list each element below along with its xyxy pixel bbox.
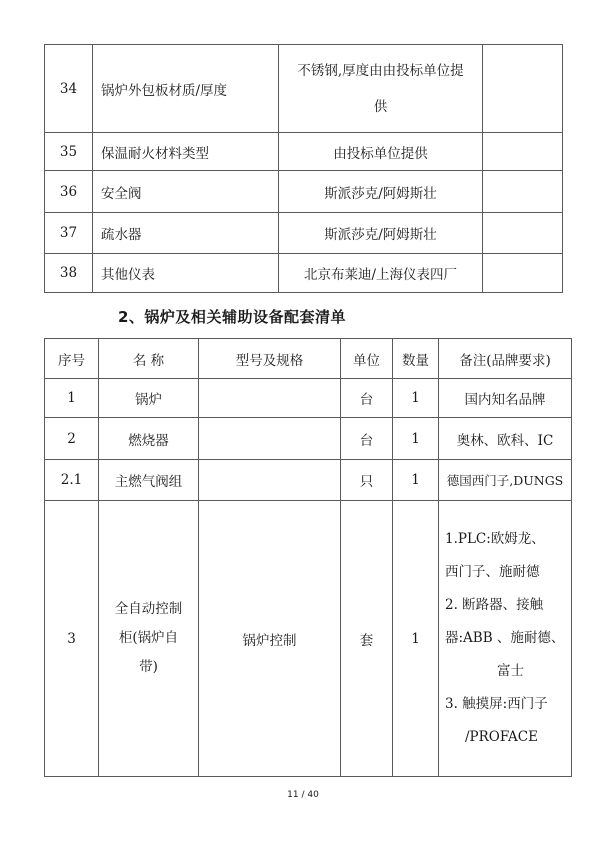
equipment-qty: 1 [393, 379, 439, 418]
equipment-name [99, 501, 199, 777]
equipment-unit: 台 [341, 418, 393, 460]
row-number: 36 [45, 171, 93, 213]
table-row [45, 171, 563, 213]
equipment-qty: 1 [393, 418, 439, 460]
column-header: 单位 [341, 339, 393, 379]
upper-spec-table [44, 44, 563, 293]
row-number: 3 [45, 501, 99, 777]
note-line: 2. 断路器、接触 [445, 597, 544, 613]
row-number: 2 [45, 418, 99, 460]
item-name: 其他仪表 [93, 254, 279, 293]
item-name: 疏水器 [93, 213, 279, 254]
equipment-unit: 只 [341, 460, 393, 501]
table-row [45, 460, 572, 501]
equipment-name-line: 柜(锅炉自 [118, 630, 179, 646]
equipment-spec [199, 460, 341, 501]
table-row [45, 45, 563, 133]
item-value: 斯派莎克/阿姆斯壮 [279, 171, 483, 213]
empty-cell [483, 254, 563, 293]
row-number: 38 [45, 254, 93, 293]
table-row [45, 254, 563, 293]
column-header: 型号及规格 [199, 339, 341, 379]
equipment-qty: 1 [393, 501, 439, 777]
row-number: 34 [45, 45, 93, 133]
item-value: 由投标单位提供 [279, 133, 483, 171]
equipment-name: 燃烧器 [99, 418, 199, 460]
column-header: 序号 [45, 339, 99, 379]
column-header: 备注(品牌要求) [439, 339, 572, 379]
equipment-unit: 套 [341, 501, 393, 777]
item-value-line: 供 [373, 98, 388, 115]
equipment-note: 奥林、欧科、IC [439, 418, 572, 460]
column-header: 名 称 [99, 339, 199, 379]
item-name: 安全阀 [93, 171, 279, 213]
page-number: 11 / 40 [287, 790, 319, 800]
item-value: 北京布莱迪/上海仪表四厂 [279, 254, 483, 293]
equipment-spec: 锅炉控制 [199, 501, 341, 777]
empty-cell [483, 133, 563, 171]
item-name: 锅炉外包板材质/厚度 [93, 45, 279, 133]
row-number: 2.1 [45, 460, 99, 501]
row-number: 35 [45, 133, 93, 171]
row-number: 1 [45, 379, 99, 418]
table-row [45, 379, 572, 418]
note-line: 器:ABB 、施耐德、 [445, 630, 565, 646]
item-name: 保温耐火材料类型 [93, 133, 279, 171]
column-header: 数量 [393, 339, 439, 379]
table-row [45, 133, 563, 171]
empty-cell [483, 45, 563, 133]
equipment-spec [199, 379, 341, 418]
table-header-row [45, 339, 572, 379]
equipment-note: 国内知名品牌 [439, 379, 572, 418]
note-line: 富士 [497, 663, 524, 679]
item-value-line: 不锈钢,厚度由由投标单位提 [297, 62, 464, 79]
equipment-note [439, 501, 572, 777]
item-value: 斯派莎克/阿姆斯壮 [279, 213, 483, 254]
equipment-table [44, 338, 572, 777]
item-value [279, 45, 483, 133]
note-line: 3. 触摸屏:西门子 [445, 696, 548, 712]
table-row [45, 501, 572, 777]
equipment-unit: 台 [341, 379, 393, 418]
row-number: 37 [45, 213, 93, 254]
equipment-name-line: 带) [139, 659, 158, 675]
section-title: 2、锅炉及相关辅助设备配套清单 [118, 308, 346, 326]
note-line: /PROFACE [465, 729, 538, 745]
equipment-qty: 1 [393, 460, 439, 501]
table-row [45, 213, 563, 254]
equipment-note: 德国西门子,DUNGS [439, 460, 572, 501]
equipment-name: 锅炉 [99, 379, 199, 418]
table-row [45, 418, 572, 460]
note-line: 1.PLC:欧姆龙、 [445, 531, 545, 547]
note-line: 西门子、施耐德 [445, 564, 540, 580]
empty-cell [483, 213, 563, 254]
equipment-name-line: 全自动控制 [114, 601, 183, 617]
equipment-spec [199, 418, 341, 460]
empty-cell [483, 171, 563, 213]
equipment-name: 主燃气阀组 [99, 460, 199, 501]
